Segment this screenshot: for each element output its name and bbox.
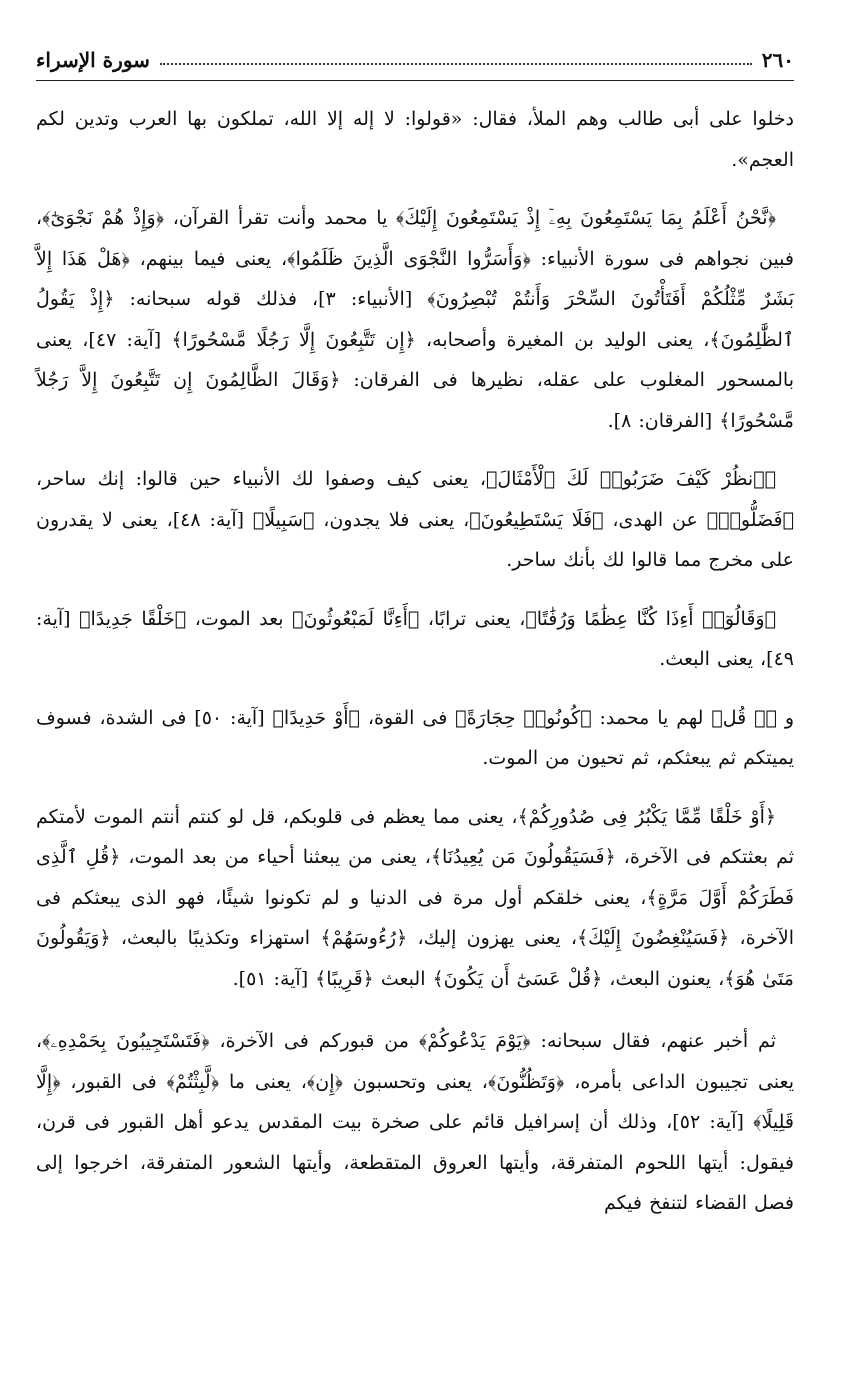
header-leader-dots: [160, 63, 752, 65]
paragraph-4: ﴿وَقَالُوٓا۟ أَءِذَا كُنَّا عِظَٰمًا وَرُفَٰتًا﴾، يعنى ترابًا، ﴿أَءِنَّا لَمَبْعُوثُونَ﴾ بعد الموت، ﴿خَلْقًا جَدِيدًا﴾ [آية: ٤٩]، يعنى البعث.: [36, 607, 794, 670]
running-header: [36, 48, 794, 81]
paragraph-6: ﴿أَوْ خَلْقًا مِّمَّا يَكْبُرُ فِى صُدُورِكُمْ﴾، يعنى مما يعظم فى قلوبكم، قل لو كنتم أنتم الموت لأمتكم ثم بعثتكم فى الآخرة، ﴿فَسَيَقُولُونَ مَن يُعِيدُنَا﴾، يعنى من يبعثنا أحياء من بعد الموت، ﴿قُلِ ٱلَّذِى فَطَرَكُمْ أَوَّلَ مَرَّةٍ﴾، يعنى خلقكم أول مرة فى الدنيا و لم تكونوا شيئًا، فهو الذى يبعثكم فى الآخرة، ﴿فَسَيُنْغِضُونَ إِلَيْكَ﴾، يعنى يهزون إليك، ﴿رُءُوسَهُمْ﴾ استهزاء وتكذيبًا بالبعث، ﴿وَيَقُولُونَ مَتَىٰ هُوَ﴾، يعنون البعث، ﴿قُلْ عَسَىٰٓ أَن يَكُونَ﴾ البعث ﴿قَرِيبًا﴾ [آية: ٥١].: [36, 805, 794, 990]
paragraph-7: ثم أخبر عنهم، فقال سبحانه: ﴿يَوْمَ يَدْعُوكُمْ﴾ من قبوركم فى الآخرة، ﴿فَتَسْتَجِيبُونَ بِحَمْدِهِۦ﴾، يعنى تجيبون الداعى بأمره، ﴿وَتَظُنُّونَ﴾، يعنى وتحسبون ﴿إِن﴾، يعنى ما ﴿لَّبِثْتُمْ﴾ فى القبور، ﴿إِلَّا قَلِيلًا﴾ [آية: ٥٢]، وذلك أن إسرافيل قائم على صخرة بيت المقدس يدعو أهل القبور فى قرن، فيقول: أيتها اللحوم المتفرقة، وأيتها العروق المتقطعة، وأيتها الشعور المتفرقة، اخرجوا إلى فصل القضاء لتنفخ فيكم: [36, 1030, 794, 1214]
paragraph-2: ﴿نَّحْنُ أَعْلَمُ بِمَا يَسْتَمِعُونَ بِهِۦٓ إِذْ يَسْتَمِعُونَ إِلَيْكَ﴾ يا محمد وأنت تقرأ القرآن، ﴿وَإِذْ هُمْ نَجْوَىٰٓ﴾، فبين نجواهم فى سورة الأنبياء: ﴿وَأَسَرُّوا النَّجْوَى الَّذِينَ ظَلَمُوا﴾، يعنى فيما بينهم، ﴿هَلْ هَذَا إِلاَّ بَشَرٌ مِّثْلُكُمْ أَفَتَأْتُونَ السِّحْرَ وَأَنتُمْ تُبْصِرُونَ﴾ [الأنبياء: ٣]، فذلك قوله سبحانه: ﴿إِذْ يَقُولُ ٱلظَّٰلِمُونَ﴾، يعنى الوليد بن المغيرة وأصحابه، ﴿إِن تَتَّبِعُونَ إِلَّا رَجُلًا مَّسْحُورًا﴾ [آية: ٤٧]، يعنى بالمسحور المغلوب على عقله، نظيرها فى الفرقان: ﴿وَقَالَ الظَّالِمُونَ إِن تَتَّبِعُونَ إِلاَّ رَجُلاً مَّسْحُورًا﴾ [الفرقان: ٨].: [36, 207, 795, 432]
book-page: [36, 48, 794, 1242]
page-number: ٢٦٠: [761, 48, 794, 72]
paragraph-3: ﴿ٱنظُرْ كَيْفَ ضَرَبُوا۟ لَكَ ٱلْأَمْثَالَ﴾، يعنى كيف وصفوا لك الأنبياء حين قالوا: إنك ساحر، ﴿فَضَلُّوا۟﴾ عن الهدى، ﴿فَلَا يَسْتَطِيعُونَ﴾، يعنى فلا يجدون، ﴿سَبِيلًا﴾ [آية: ٤٨]، يعنى لا يقدرون على مخرج مما قالوا لك بأنك ساحر.: [36, 468, 794, 571]
paragraph-5: و ﴿۞ قُل﴾ لهم يا محمد: ﴿كُونُوا۟ حِجَارَةً﴾ فى القوة، ﴿أَوْ حَدِيدًا﴾ [آية: ٥٠] فى الشدة، فسوف يميتكم ثم يبعثكم، ثم تحيون من الموت.: [36, 706, 794, 769]
surah-title: سورة الإسراء: [36, 48, 150, 72]
paragraph-1: دخلوا على أبى طالب وهم الملأ، فقال: «قولوا: لا إله إلا الله، تملكون بها العرب وتدين لكم العجم».: [36, 108, 794, 171]
